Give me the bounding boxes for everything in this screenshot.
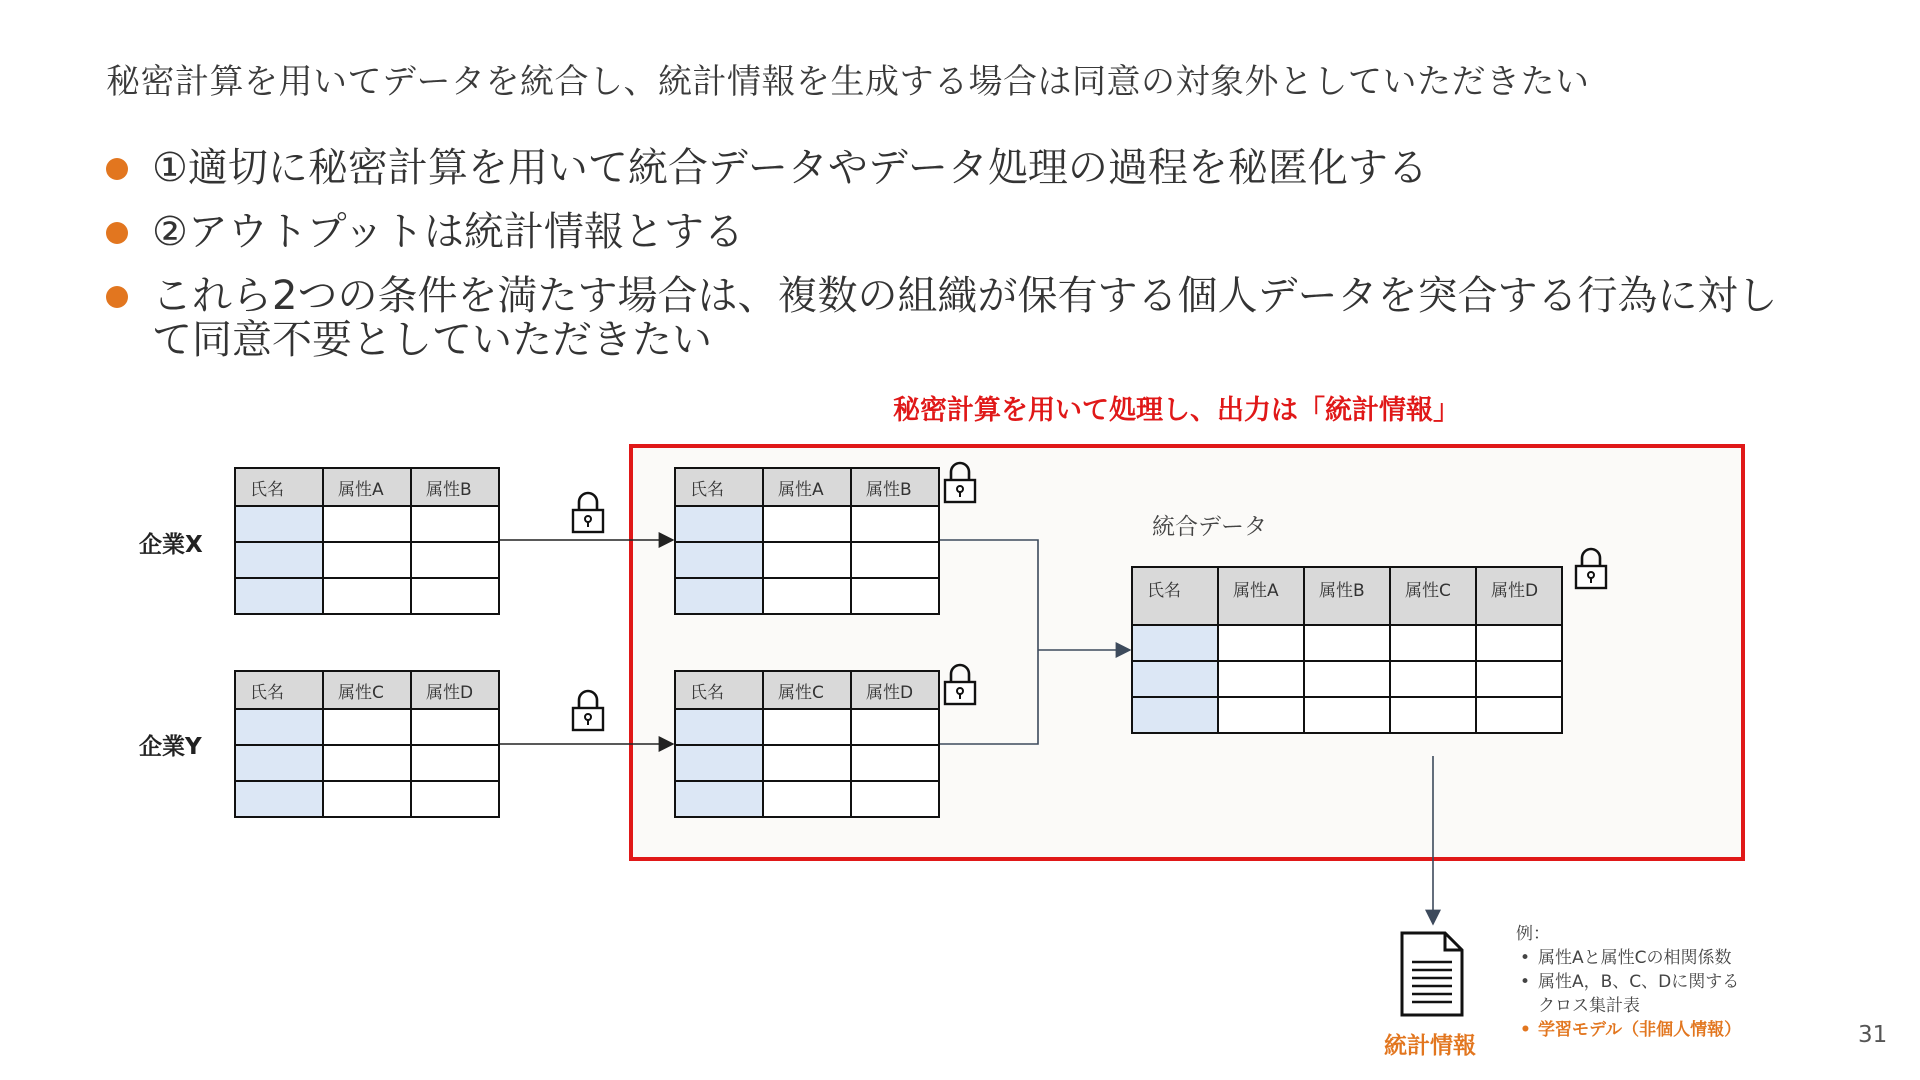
lock-icon [942,460,978,504]
table-cell [1476,697,1562,733]
column-header: 属性C [1390,567,1476,625]
table-cell [1476,625,1562,661]
company-y-label: 企業Y [139,734,202,760]
example-item: • 属性A，B、C、Dに関する クロス集計表 [1516,970,1741,1018]
examples-list [1516,922,1741,1042]
column-header: 属性D [411,671,499,709]
table-cell [763,745,851,781]
example-item-highlight: • 学習モデル（非個人情報） [1516,1018,1741,1042]
table-cell [851,709,939,745]
table-cell [1476,661,1562,697]
table-cell [411,578,499,614]
table-cell [323,578,411,614]
bullet-text: これら2つの条件を満たす場合は、複数の組織が保有する個人データを突合する行為に対して同意不要としていただきたい [152,273,1778,363]
merged-data-label: 統合データ [1152,514,1267,540]
name-cell [675,506,763,542]
bullet-item [106,146,1866,190]
column-header: 属性B [1304,567,1390,625]
encrypted-y-table [674,670,940,818]
bullet-list [106,146,1866,382]
encrypted-x-table [674,467,940,615]
table-cell [851,542,939,578]
bullet-item [106,274,1866,362]
column-header: 氏名 [235,468,323,506]
table-cell [323,542,411,578]
table-cell [763,578,851,614]
table-cell [1304,697,1390,733]
company-y-table [234,670,500,818]
table-cell [763,542,851,578]
table-cell [323,506,411,542]
bullet-dot [106,222,128,244]
secure-computation-title: 秘密計算を用いて処理し、出力は「統計情報」 [893,395,1460,426]
table-cell [851,506,939,542]
name-cell [235,578,323,614]
column-header: 属性A [1218,567,1304,625]
column-header: 氏名 [1132,567,1218,625]
name-cell [1132,697,1218,733]
table-cell [323,745,411,781]
name-cell [1132,661,1218,697]
page-number: 31 [1858,1022,1888,1048]
table-cell [851,745,939,781]
bullet-item [106,210,1866,254]
output-label: 統計情報 [1384,1033,1476,1059]
lock-icon [1573,546,1609,590]
table-cell [1304,625,1390,661]
bullet-text: ①適切に秘密計算を用いて統合データやデータ処理の過程を秘匿化する [152,145,1428,191]
name-cell [675,578,763,614]
name-cell [675,542,763,578]
example-item: • 属性Aと属性Cの相関係数 [1516,946,1741,970]
table-cell [1390,625,1476,661]
column-header: 属性B [411,468,499,506]
column-header: 属性C [763,671,851,709]
examples-title: 例： [1516,924,1550,944]
table-cell [1218,661,1304,697]
table-cell [1390,697,1476,733]
name-cell [235,542,323,578]
name-cell [1132,625,1218,661]
table-cell [411,506,499,542]
name-cell [675,745,763,781]
name-cell [235,709,323,745]
bullet-text: ②アウトプットは統計情報とする [152,209,744,255]
table-cell [1218,625,1304,661]
column-header: 氏名 [235,671,323,709]
name-cell [235,781,323,817]
bullet-dot [106,158,128,180]
table-cell [1390,661,1476,697]
column-header: 属性D [1476,567,1562,625]
table-cell [411,781,499,817]
lock-icon [570,688,606,732]
table-cell [411,745,499,781]
table-cell [851,578,939,614]
bullet-dot [106,286,128,308]
name-cell [235,745,323,781]
slide-subtitle: 秘密計算を用いてデータを統合し、統計情報を生成する場合は同意の対象外としていただきたい [106,62,1590,102]
column-header: 属性D [851,671,939,709]
table-cell [411,709,499,745]
column-header: 属性C [323,671,411,709]
table-cell [411,542,499,578]
column-header: 属性A [323,468,411,506]
company-x-table [234,467,500,615]
name-cell [675,781,763,817]
merged-data-table [1131,566,1563,734]
table-cell [763,506,851,542]
company-x-label: 企業X [139,532,203,558]
name-cell [675,709,763,745]
lock-icon [942,662,978,706]
table-cell [851,781,939,817]
table-cell [323,781,411,817]
document-icon [1399,930,1465,1018]
column-header: 氏名 [675,671,763,709]
column-header: 氏名 [675,468,763,506]
column-header: 属性B [851,468,939,506]
lock-icon [570,490,606,534]
table-cell [1218,697,1304,733]
table-cell [763,781,851,817]
name-cell [235,506,323,542]
column-header: 属性A [763,468,851,506]
table-cell [1304,661,1390,697]
table-cell [323,709,411,745]
table-cell [763,709,851,745]
